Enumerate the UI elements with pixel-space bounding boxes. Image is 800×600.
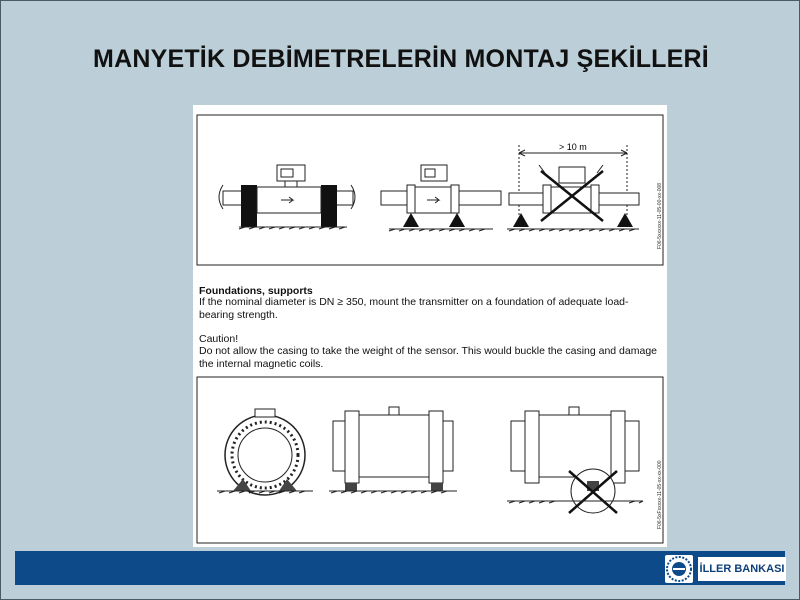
unsupported-span-drawing xyxy=(507,145,639,231)
side-code-top: F06-5xxxxxx-11-05-00-xx-008 xyxy=(657,182,663,249)
bank-logo xyxy=(665,555,693,583)
installation-diagram xyxy=(193,105,667,547)
caution-body: Do not allow the casing to take the weight of the sensor. This would buckle the casing and damage the internal magnetic coils. xyxy=(199,345,658,370)
support-under-casing-drawing xyxy=(507,407,643,513)
brand-name: İLLER BANKASI xyxy=(698,557,786,581)
pipe-with-supports-drawing xyxy=(381,165,501,231)
sensor-on-supports-drawing xyxy=(329,407,457,493)
span-dimension-label: > 10 m xyxy=(559,142,587,152)
side-code-bottom: F06-5xFxxxxx-11-05-xx-xx-000 xyxy=(657,460,663,529)
flange-on-foundation-drawing xyxy=(217,409,313,495)
foundations-body: If the nominal diameter is DN ≥ 350, mount the transmitter on a foundation of adequate load-bearing strength. xyxy=(199,296,629,321)
footer-bar xyxy=(15,551,785,585)
slide-title: MANYETİK DEBİMETRELERİN MONTAJ ŞEKİLLERİ xyxy=(93,45,709,73)
installation-figure xyxy=(193,105,667,547)
bank-logo-icon xyxy=(665,555,693,583)
foundations-heading: Foundations, supports xyxy=(199,285,313,297)
caution-label: Caution! xyxy=(199,333,239,345)
pipe-with-blocks-drawing xyxy=(219,165,355,229)
